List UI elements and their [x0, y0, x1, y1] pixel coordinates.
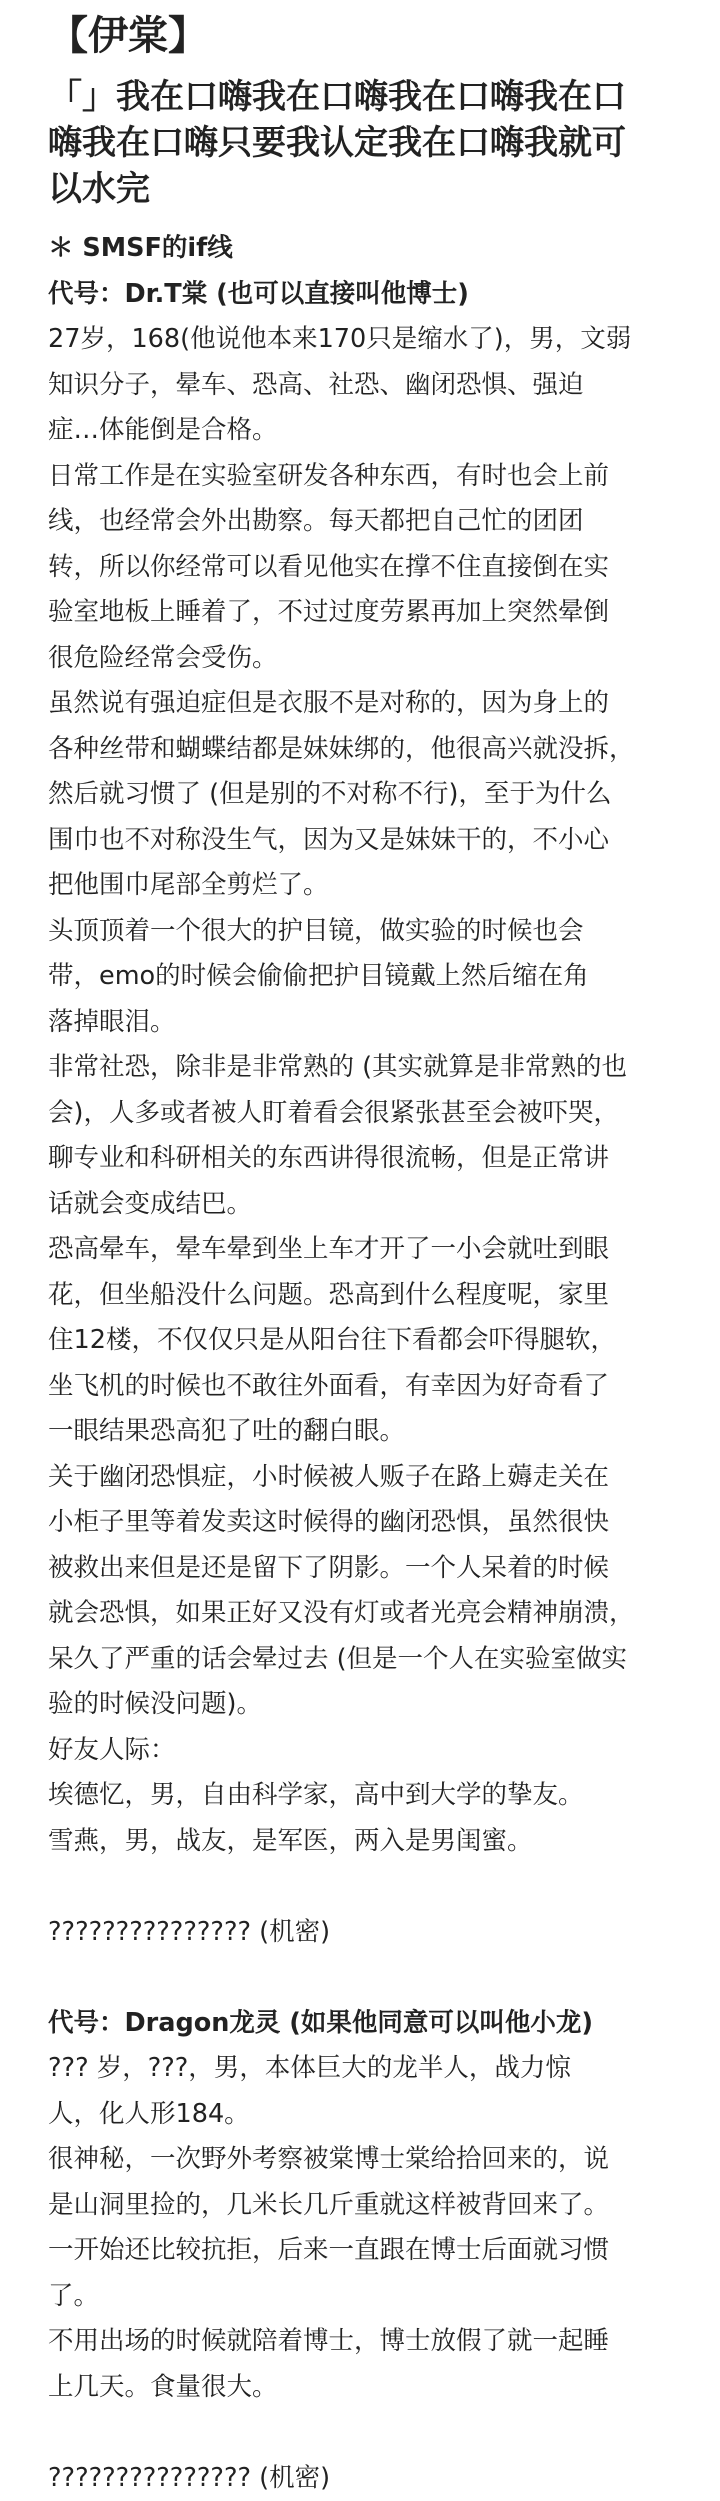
text-line: 被救出来但是还是留下了阴影。一个人呆着的时候 — [48, 1546, 682, 1592]
text-line: 话就会变成结巴。 — [48, 1182, 682, 1228]
text-line: 不用出场的时候就陪着博士，博士放假了就一起睡 — [48, 2319, 682, 2365]
text-line: 症…体能倒是合格。 — [48, 408, 682, 454]
text-line: ??????????????? (机密) — [48, 1910, 682, 1956]
text-line: 落掉眼泪。 — [48, 1000, 682, 1046]
text-line: 聊专业和科研相关的东西讲得很流畅，但是正常讲 — [48, 1136, 682, 1182]
subtitle-line: 「」我在口嗨我在口嗨我在口嗨我在口 — [48, 74, 682, 120]
text-line: 上几天。食量很大。 — [48, 2365, 682, 2411]
text-line: 非常社恐，除非是非常熟的 (其实就算是非常熟的也 — [48, 1045, 682, 1091]
text-line: 了。 — [48, 2274, 682, 2320]
text-line: 各种丝带和蝴蝶结都是妹妹绑的，他很高兴就没拆， — [48, 727, 682, 773]
subtitle-line: 以水完 — [48, 166, 682, 212]
text-line: 带，emo的时候会偷偷把护目镜戴上然后缩在角 — [48, 954, 682, 1000]
text-line: 好友人际： — [48, 1728, 682, 1774]
text-line: 会)，人多或者被人盯着看会很紧张甚至会被吓哭， — [48, 1091, 682, 1137]
text-line: 很危险经常会受伤。 — [48, 636, 682, 682]
blank-line — [48, 2410, 682, 2456]
text-line: 很神秘，一次野外考察被棠博士棠给拾回来的，说 — [48, 2137, 682, 2183]
text-line: 日常工作是在实验室研发各种东西，有时也会上前 — [48, 454, 682, 500]
text-line: 关于幽闭恐惧症，小时候被人贩子在路上薅走关在 — [48, 1455, 682, 1501]
text-line: 人，化人形184。 — [48, 2092, 682, 2138]
text-line: 埃德忆，男，自由科学家，高中到大学的挚友。 — [48, 1773, 682, 1819]
section-heading: 代号：Dragon龙灵 (如果他同意可以叫他小龙) — [48, 2001, 682, 2047]
text-line: 围巾也不对称没生气，因为又是妹妹干的，不小心 — [48, 818, 682, 864]
text-line: 转，所以你经常可以看见他实在撑不住直接倒在实 — [48, 545, 682, 591]
text-line: 验室地板上睡着了，不过过度劳累再加上突然晕倒 — [48, 590, 682, 636]
text-line: 一开始还比较抗拒，后来一直跟在博士后面就习惯 — [48, 2228, 682, 2274]
text-line: 一眼结果恐高犯了吐的翻白眼。 — [48, 1409, 682, 1455]
text-line: 知识分子，晕车、恐高、社恐、幽闭恐惧、强迫 — [48, 363, 682, 409]
text-line: 把他围巾尾部全剪烂了。 — [48, 863, 682, 909]
section-heading: 代号：Dr.T棠 (也可以直接叫他博士) — [48, 272, 682, 318]
text-line: 然后就习惯了 (但是别的不对称不行)，至于为什么 — [48, 772, 682, 818]
text-line: 验的时候没问题)。 — [48, 1682, 682, 1728]
text-line: 小柜子里等着发卖这时候得的幽闭恐惧，虽然很快 — [48, 1500, 682, 1546]
text-line: 虽然说有强迫症但是衣服不是对称的，因为身上的 — [48, 681, 682, 727]
text-line: 雪燕，男，战友，是军医，两入是男闺蜜。 — [48, 1819, 682, 1865]
body-text — [48, 226, 682, 2501]
page-title: 【伊棠】 — [48, 8, 682, 64]
text-line: 坐飞机的时候也不敢往外面看，有幸因为好奇看了 — [48, 1364, 682, 1410]
text-line: 是山洞里捡的，几米长几斤重就这样被背回来了。 — [48, 2183, 682, 2229]
text-line: 头顶顶着一个很大的护目镜，做实验的时候也会 — [48, 909, 682, 955]
text-line: 恐高晕车，晕车晕到坐上车才开了一小会就吐到眼 — [48, 1227, 682, 1273]
text-line: ??????????????? (机密) — [48, 2456, 682, 2501]
section-heading: ＊ SMSF的if线 — [48, 226, 682, 272]
subtitle-line: 嗨我在口嗨只要我认定我在口嗨我就可 — [48, 120, 682, 166]
blank-line — [48, 1864, 682, 1910]
subtitle — [48, 74, 682, 212]
text-line: 呆久了严重的话会晕过去 (但是一个人在实验室做实 — [48, 1637, 682, 1683]
text-line: 27岁，168(他说他本来170只是缩水了)，男，文弱 — [48, 317, 682, 363]
text-line: 就会恐惧，如果正好又没有灯或者光亮会精神崩溃， — [48, 1591, 682, 1637]
text-line: 住12楼，不仅仅只是从阳台往下看都会吓得腿软， — [48, 1318, 682, 1364]
blank-line — [48, 1955, 682, 2001]
text-line: ??? 岁，???，男，本体巨大的龙半人，战力惊 — [48, 2046, 682, 2092]
text-line: 花，但坐船没什么问题。恐高到什么程度呢，家里 — [48, 1273, 682, 1319]
text-line: 线，也经常会外出勘察。每天都把自己忙的团团 — [48, 499, 682, 545]
